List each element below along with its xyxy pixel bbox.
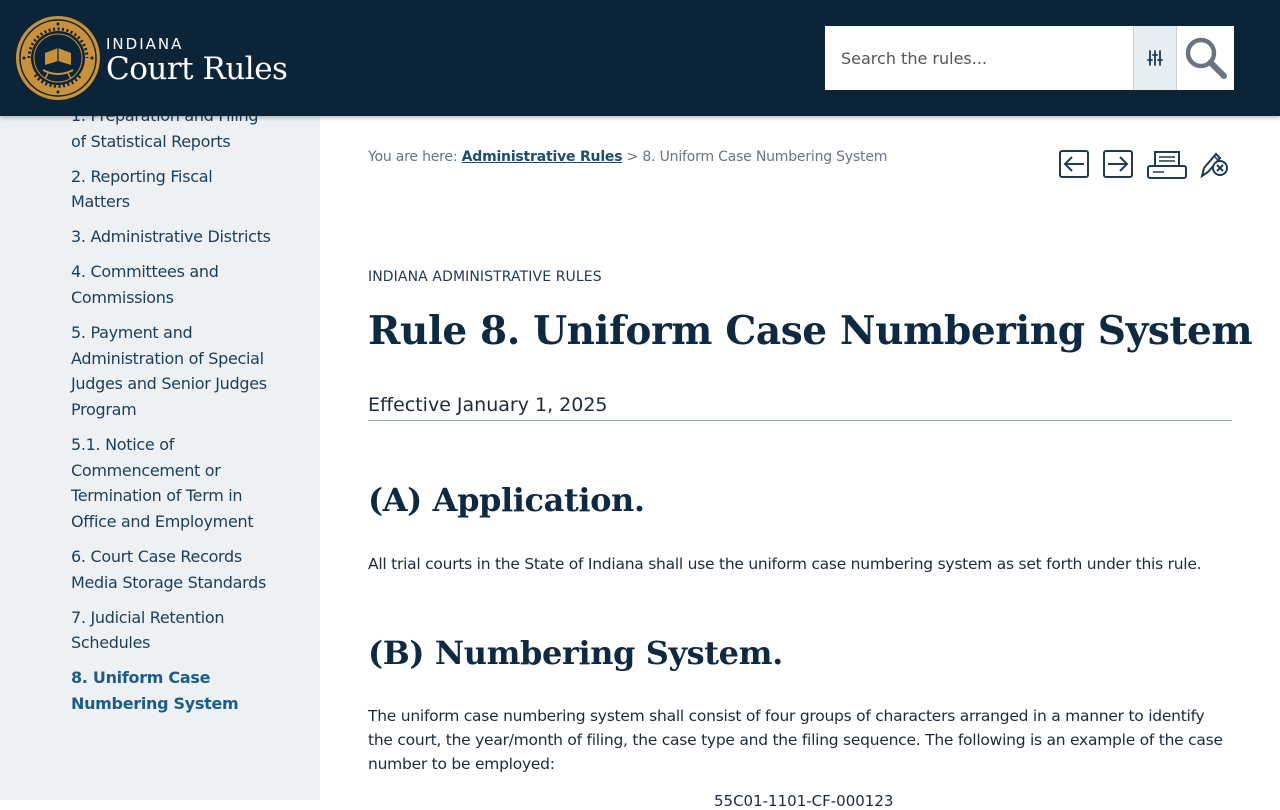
brand-state: INDIANA <box>106 35 184 53</box>
sidebar-item-rule-2[interactable]: 2. Reporting Fiscal Matters <box>71 166 213 212</box>
search-filter-button[interactable] <box>1133 26 1177 90</box>
previous-rule-button[interactable] <box>1058 148 1090 184</box>
section-b-heading: (B) Numbering System. <box>368 634 783 672</box>
section-b-text: The uniform case numbering system shall consist of four groups of characters arranged in a manner to identify the court, the year/month of filing, the case type and the filing sequence. The following is an example of the case number to be employed: <box>368 707 1223 773</box>
sidebar-item-rule-4[interactable]: 4. Committees and Commissions <box>71 262 219 308</box>
next-rule-icon <box>1102 148 1134 180</box>
print-icon <box>1146 150 1188 180</box>
rule-set-label: INDIANA ADMINISTRATIVE RULES <box>368 269 602 285</box>
next-rule-button[interactable] <box>1102 148 1134 184</box>
sidebar-item-rule-7[interactable]: 7. Judicial Retention Schedules <box>71 607 225 653</box>
search-bar <box>825 26 1234 90</box>
magnifier-icon <box>1183 35 1229 81</box>
search-button[interactable] <box>1177 26 1234 90</box>
clear-highlight-button[interactable] <box>1198 148 1230 184</box>
rule-toolbar <box>1058 148 1238 188</box>
sidebar-item-rule-5[interactable]: 5. Payment and Administration of Special Judges and Senior Judges Program <box>71 323 267 419</box>
brand-title: Court Rules <box>106 51 288 87</box>
breadcrumb-current: 8. Uniform Case Numbering System <box>642 149 888 165</box>
section-a-text: All trial courts in the State of Indiana shall use the uniform case numbering system as set forth under this rule. <box>368 555 1202 573</box>
example-case-number: 55C01-1101-CF-000123 <box>714 792 894 810</box>
clear-highlight-icon <box>1198 148 1230 180</box>
breadcrumb-link-administrative-rules[interactable]: Administrative Rules <box>461 149 623 165</box>
site-brand[interactable] <box>106 36 287 86</box>
breadcrumb <box>368 149 887 165</box>
rule-list <box>71 103 271 726</box>
indiana-supreme-court-seal-logo[interactable] <box>15 15 101 101</box>
sliders-icon <box>1146 49 1164 67</box>
sidebar-nav <box>0 0 320 800</box>
section-a-heading: (A) Application. <box>368 481 645 519</box>
print-button[interactable] <box>1146 150 1188 184</box>
sidebar-item-rule-6[interactable]: 6. Court Case Records Media Storage Standards <box>71 546 267 592</box>
breadcrumb-prefix: You are here: <box>368 149 458 165</box>
sidebar-item-rule-8[interactable]: 8. Uniform Case Numbering System <box>71 668 239 713</box>
page-title: Rule 8. Uniform Case Numbering System <box>368 308 1253 354</box>
previous-rule-icon <box>1058 148 1090 180</box>
sidebar-item-rule-3[interactable]: 3. Administrative Districts <box>71 227 271 247</box>
seal-icon <box>15 15 101 101</box>
effective-date: Effective January 1, 2025 <box>368 394 1232 421</box>
site-header <box>0 0 1280 116</box>
sidebar-item-rule-5-1[interactable]: 5.1. Notice of Commencement or Termination of Term in Office and Employment <box>71 435 254 531</box>
breadcrumb-separator: > <box>626 149 639 165</box>
search-input[interactable] <box>825 26 1133 90</box>
sidebar-item-rule-1[interactable]: of Statistical Reports <box>71 131 231 151</box>
